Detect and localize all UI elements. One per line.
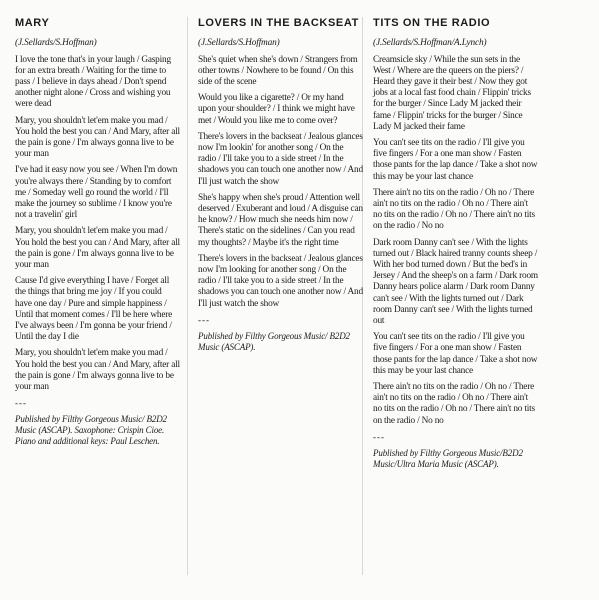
song-column-mary: [15, 17, 180, 447]
verse: Would you like a cigarette? / Or my hand upon your shoulder? / I think we might have met / Would you like me to come over?: [198, 93, 355, 126]
chorus: There's lovers in the backseat / Jealous glances now I'm looking for another song / On the radio / I'll take you to a side street / In the shadows you can touch one another now / And I'll just watch the show: [198, 253, 363, 309]
song-title: LOVERS IN THE BACKSEAT: [198, 17, 359, 29]
verse: I've had it easy now you see / When I'm down you're always there / Standing by to comfort me / Someday well go round the world / I'll make the journey so sublime / I know you're not a travelin' girl: [15, 165, 178, 221]
section-separator: ---: [198, 314, 210, 325]
publishing-credit: Published by Filthy Gorgeous Music/ B2D2 Music (ASCAP).: [198, 330, 350, 352]
chorus: There's lovers in the backseat / Jealous glances now I'm lookin' for another song / On the radio / I'll take you to a side street / In the shadows you can touch one another now / And I'll just watch the show: [198, 131, 363, 187]
song-column-tits-on-the-radio: [373, 17, 538, 470]
verse: I love the tone that's in your laugh / Gasping for an extra breath / Waiting for the time to pass / I believe in days ahead / Don't spend another night alone / Cross and wishing you were dead: [15, 54, 171, 110]
chorus: Mary, you shouldn't let'em make you mad / You hold the best you can / And Mary, after all the pain is gone / I'm always gonna live to be your man: [15, 226, 180, 270]
verse: Creamsicle sky / While the sun sets in the West / Where are the queers on the piers? / Heard they gave it their best / Now they got jobs at a local fast food chain / Flippin' tricks for the burger / Since Lady M jacked their fame / Flippin' tricks for the burger / Since Lady M jacked their fame: [373, 54, 531, 132]
verse: She's quiet when she's down / Strangers from other towns / Nowhere to be found / On this side of the scene: [198, 54, 358, 87]
songwriter-credit: (J.Sellards/S.Hoffman): [198, 38, 280, 48]
section-separator: ---: [15, 398, 27, 409]
songwriter-credit: (J.Sellards/S.Hoffman): [15, 38, 97, 48]
chorus: Mary, you shouldn't let'em make you mad / You hold the best you can / And Mary, after all the pain is gone / I'm always gonna live to be your man: [15, 348, 180, 392]
refrain: There ain't no tits on the radio / Oh no / There ain't no tits on the radio / Oh no / There ain't no tits on the radio / Oh no / There ain't no tits on the radio / No no: [373, 381, 535, 426]
chorus: You can't see tits on the radio / I'll give you five fingers / For a one man show / Fasten those pants for the lap dance / Take a shot now this may be your last chance: [373, 137, 538, 182]
chorus: You can't see tits on the radio / I'll give you five fingers / For a one man show / Fasten those pants for the lap dance / Take a shot now this may be your last chance: [373, 332, 538, 376]
bridge: Cause I'd give everything I have / Forget all the things that bring me joy / If you could have one day / Pure and simple happiness / Until that moment comes / I'll be here where I've always been / I'm gonna be your friend / Until the day I die: [15, 276, 173, 343]
song-title: MARY: [15, 17, 50, 29]
refrain: There ain't no tits on the radio / Oh no / There ain't no tits on the radio / Oh no / There ain't no tits on the radio / Oh no / There ain't no tits on the radio / No no: [373, 187, 535, 232]
section-separator: ---: [373, 431, 385, 442]
column-divider: [187, 17, 188, 575]
songwriter-credit: (J.Sellards/S.Hoffman/A.Lynch): [373, 38, 487, 48]
verse: Dark room Danny can't see / With the lights turned out / Black haired tranny counts sheep / With her bod turned down / But the bed's in Jersey / And the sheep's on a farm / Dark room Danny hears police alarm / Dark room Danny can't see / With the lights turned out / Dark room Danny can't see / With the lights turned out: [373, 237, 538, 326]
song-title: TITS ON THE RADIO: [373, 17, 491, 29]
publishing-credit: Published by Filthy Gorgeous Music/B2D2 Music/Ultra Maria Music (ASCAP).: [373, 447, 523, 469]
chorus: Mary, you shouldn't let'em make you mad / You hold the best you can / And Mary, after all the pain is gone / I'm always gonna live to be your man: [15, 115, 180, 160]
song-column-lovers-in-the-backseat: [198, 17, 363, 353]
publishing-credit: Published by Filthy Gorgeous Music/ B2D2 Music (ASCAP). Saxophone: Crispin Cioe. Piano and additional keys: Paul Leschen.: [15, 414, 167, 447]
verse: She's happy when she's proud / Attention well deserved / Exuberant and loud / A disguise can he know? / How much she needs him now / There's static on the sidelines / Can you read my thoughts? / Maybe it's the right time: [198, 192, 363, 248]
